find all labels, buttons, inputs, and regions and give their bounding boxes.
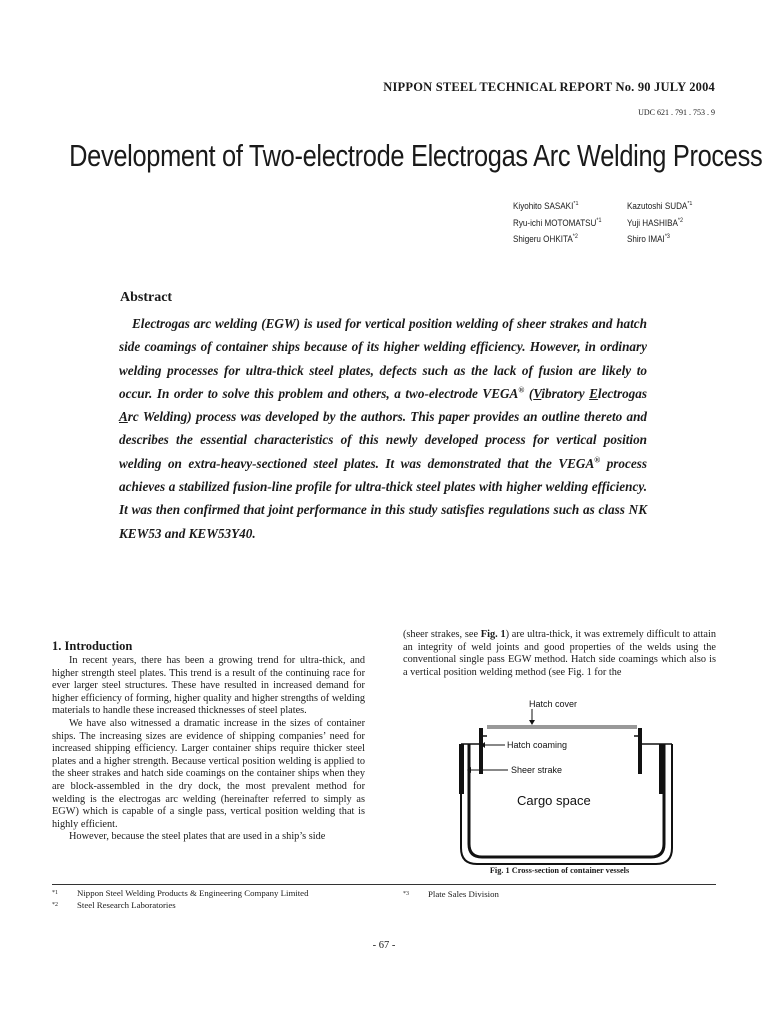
left-column-text — [52, 655, 365, 844]
paper-title: Development of Two-electrode Electrogas Arc Welding Process — [69, 138, 763, 173]
body-paragraph: (sheer strakes, see Fig. 1) are ultra-thick, it was extremely difficult to attain an integrity of weld joints and good properties of the welds using the conventional single pass EGW method. Hatch side coamings which also is a vertical position welding method (see Fig. 1 for the — [403, 629, 716, 678]
authors-left-column — [513, 197, 602, 247]
label-hatch-coaming: Hatch coaming — [507, 740, 568, 750]
section-heading-introduction: 1. Introduction — [52, 639, 133, 653]
figure-reference: Fig. 1 — [480, 629, 506, 640]
right-hatch-coaming — [638, 728, 642, 774]
abstract-heading: Abstract — [120, 290, 173, 305]
label-cargo-space: Cargo space — [517, 793, 591, 808]
right-sheer-strake — [659, 744, 664, 794]
cross-section-figure — [441, 692, 681, 867]
author: Kiyohito SASAKI$^{*1}$ — [513, 201, 579, 211]
author: Ryu-ichi MOTOMATSU$^{*1}$ — [513, 217, 602, 228]
right-column-text — [403, 629, 716, 679]
footnote: *1 Nippon Steel Welding Products & Engineering Company Limited — [52, 888, 309, 898]
journal-header: NIPPON STEEL TECHNICAL REPORT No. 90 JULY 2004 — [383, 80, 715, 94]
label-hatch-cover: Hatch cover — [529, 699, 578, 709]
footnotes-left — [52, 888, 309, 911]
left-hatch-coaming — [479, 728, 483, 774]
author: Shigeru OHKITA$^{*2}$ — [513, 234, 578, 244]
figure-caption: Fig. 1 Cross-section of container vessels — [489, 866, 630, 875]
body-paragraph: We have also witnessed a dramatic increase in the sizes of container ships. The increasing sizes are evidence of shipping companies’ need for increased shipping efficiency. Larger container ships require thicker steel plates and a higher strength. Because vertical position welding is applied to the sheer strakes and hatch side coamings on the container ships when they are block-assembled in the dry dock, the most prevalent method for welding is the electrogas arc welding (hereinafter referred to simply as EGW) which is capable of a single pass, vertical position welding that is highly efficient. — [52, 717, 365, 830]
footnotes-right — [403, 889, 499, 901]
author: Shiro IMAI$^{*3}$ — [627, 234, 670, 244]
body-paragraph: However, because the steel plates that are used in a ship’s side — [69, 831, 326, 843]
author: Kazutoshi SUDA$^{*1}$ — [627, 201, 693, 211]
udc-code: UDC 621 . 791 . 753 . 9 — [638, 108, 715, 117]
authors-right-column — [627, 197, 692, 247]
author: Yuji HASHIBA$^{*2}$ — [627, 217, 683, 228]
footnote: *2 Steel Research Laboratories — [52, 899, 176, 910]
footnote-divider — [52, 884, 716, 885]
label-sheer-strake: Sheer strake — [511, 765, 563, 775]
footnote: *3 Plate Sales Division — [403, 889, 499, 899]
abstract-paragraph: Electrogas arc welding (EGW) is used for vertical position welding of sheer strakes and hatch side coamings of container ships because of its higher welding efficiency. However, in ordinary welding processes for ultra-thick steel plates, defects such as the lack of fusion are likely to occur. In order to solve this problem and others, a two-electrode VEGA® (Vibratory Electrogas Arc Welding) process was developed by the authors. This paper provides an outline thereto and describes the essential characteristics of this newly developed process for vertical position welding on extra-heavy-sectioned steel plates. It was demonstrated that the VEGA® process achieves a stabilized fusion-line profile for ultra-thick steel plates with higher welding efficiency. It was then confirmed that joint performance in this study satisfies regulations such as class NK KEW53 and KEW53Y40. — [119, 316, 647, 541]
abstract-body — [119, 312, 647, 545]
body-paragraph: In recent years, there has been a growing trend for ultra-thick, and higher strength steel plates. This trend is a result of the continuing race for ever larger steel structures. These have resulted in increased demand for higher efficiency of forming, higher quality and higher strengths of welding materials to handle these increased thicknesses of steel plates. — [52, 655, 365, 717]
left-sheer-strake — [459, 744, 464, 794]
page-number: - 67 - — [372, 940, 396, 951]
